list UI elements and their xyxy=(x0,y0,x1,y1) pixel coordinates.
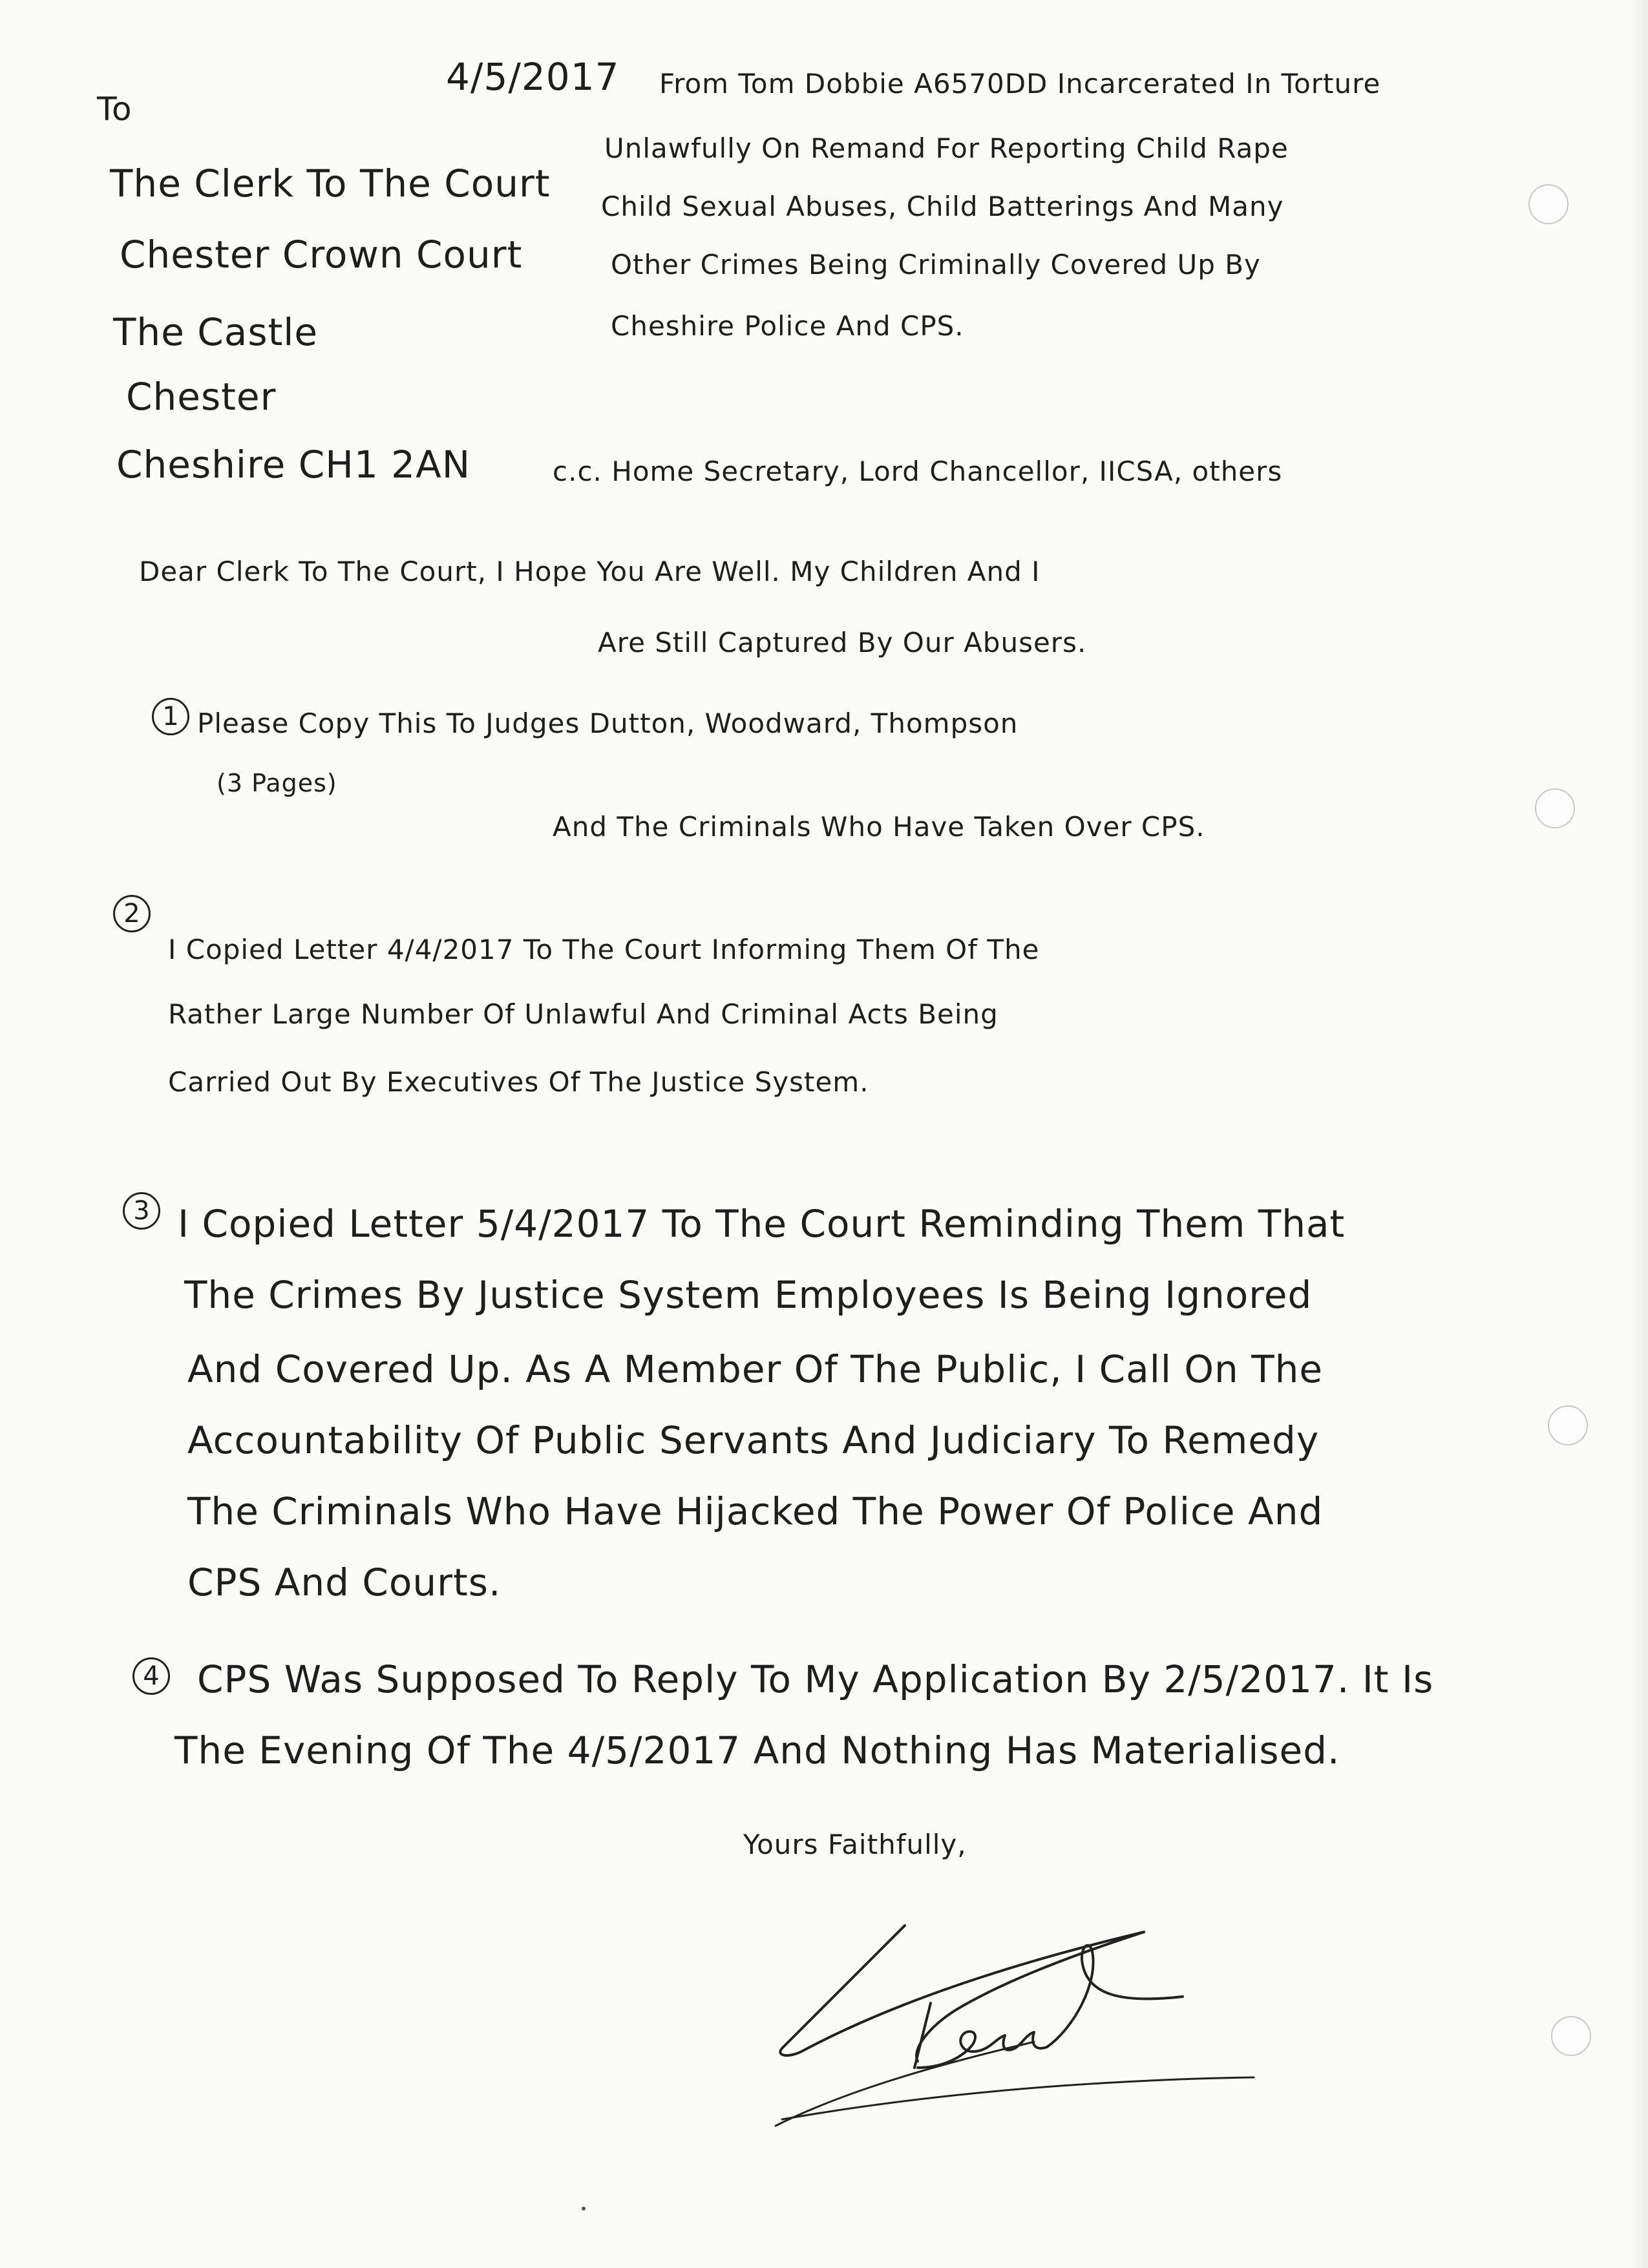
greeting: Dear Clerk To The Court, I Hope You Are Well. My Children And I xyxy=(139,556,1041,587)
item-line: CPS Was Supposed To Reply To My Application By 2/5/2017. It Is xyxy=(197,1657,1434,1701)
address-line: Chester Crown Court xyxy=(120,233,523,277)
cc-line: c.c. Home Secretary, Lord Chancellor, IICSA, others xyxy=(553,456,1283,487)
item-line: Carried Out By Executives Of The Justice System. xyxy=(168,1066,869,1098)
item-line: Rather Large Number Of Unlawful And Criminal Acts Being xyxy=(168,998,998,1030)
sender-line: Unlawfully On Remand For Reporting Child Rape xyxy=(604,132,1289,164)
item-number: 4 xyxy=(132,1657,170,1695)
punch-hole xyxy=(1551,2016,1591,2056)
address-line: Chester xyxy=(126,375,277,419)
address-line: The Clerk To The Court xyxy=(110,162,551,205)
item-line: CPS And Courts. xyxy=(187,1560,502,1604)
sender-line: Cheshire Police And CPS. xyxy=(611,310,964,342)
sender-line: From Tom Dobbie A6570DD Incarcerated In Torture xyxy=(659,68,1381,100)
sender-line: Other Crimes Being Criminally Covered Up By xyxy=(611,249,1261,280)
item-line: I Copied Letter 4/4/2017 To The Court Informing Them Of The xyxy=(168,934,1040,965)
item-line: (3 Pages) xyxy=(217,769,337,797)
item-line: I Copied Letter 5/4/2017 To The Court Reminding Them That xyxy=(178,1202,1346,1246)
item-line: The Crimes By Justice System Employees Is Being Ignored xyxy=(184,1273,1313,1317)
item-number: 1 xyxy=(152,698,189,735)
closing: Yours Faithfully, xyxy=(743,1829,967,1860)
letter-date: 4/5/2017 xyxy=(446,55,620,99)
item-line: The Criminals Who Have Hijacked The Power Of Police And xyxy=(187,1489,1324,1533)
item-line: The Evening Of The 4/5/2017 And Nothing Has Materialised. xyxy=(174,1728,1340,1772)
signature-icon xyxy=(763,1874,1280,2145)
punch-hole xyxy=(1528,184,1569,224)
address-line: Cheshire CH1 2AN xyxy=(116,443,471,487)
greeting: Are Still Captured By Our Abusers. xyxy=(598,627,1087,658)
item-number: 3 xyxy=(123,1192,160,1230)
punch-hole xyxy=(1535,788,1575,828)
item-line: Accountability Of Public Servants And Judiciary To Remedy xyxy=(187,1418,1320,1462)
page-edge xyxy=(1629,0,1648,2268)
punch-hole xyxy=(1548,1405,1588,1445)
item-line: And The Criminals Who Have Taken Over CPS. xyxy=(553,811,1205,843)
sender-line: Child Sexual Abuses, Child Batterings And Many xyxy=(601,191,1284,222)
item-number: 2 xyxy=(113,895,151,932)
item-line: Please Copy This To Judges Dutton, Woodward, Thompson xyxy=(197,708,1019,739)
address-line: The Castle xyxy=(113,310,319,354)
address-to: To xyxy=(97,90,132,128)
item-line: And Covered Up. As A Member Of The Public, I Call On The xyxy=(187,1347,1324,1391)
stray-mark xyxy=(582,2207,586,2210)
